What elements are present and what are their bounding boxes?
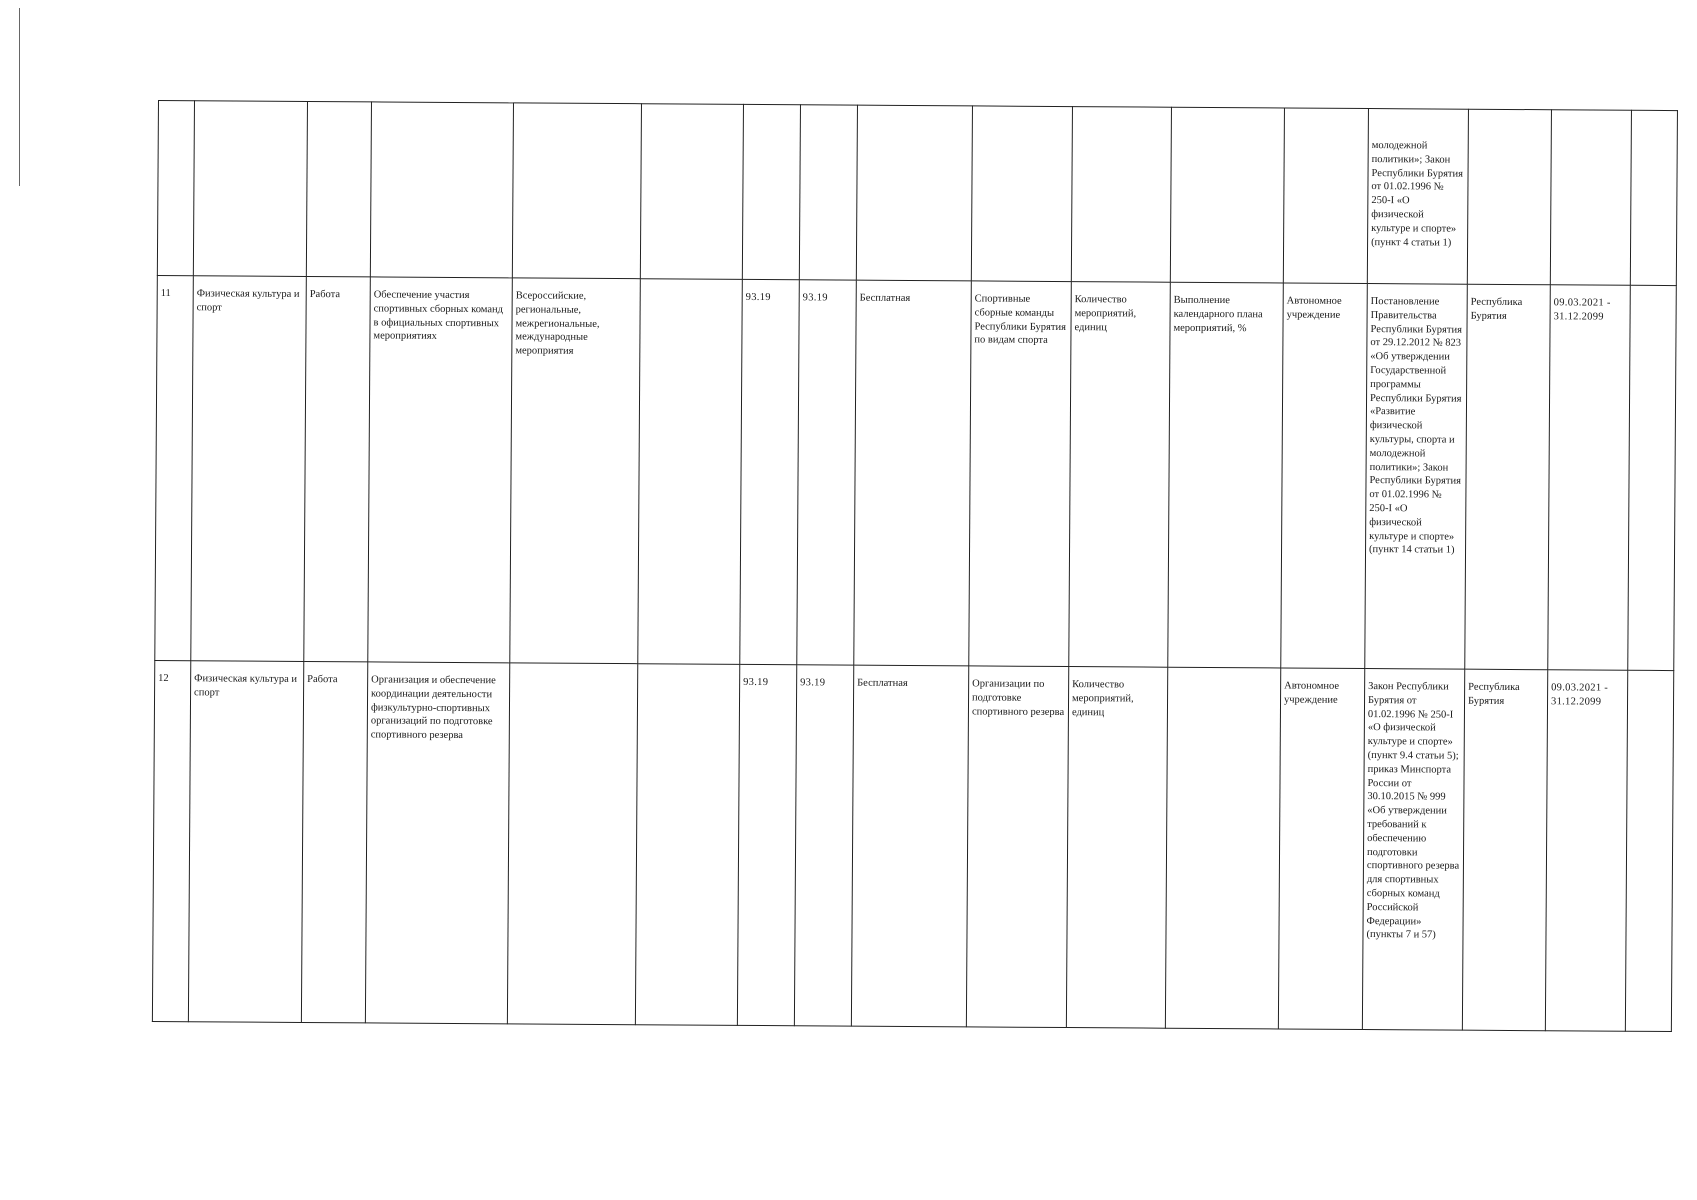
cell-sphere — [193, 101, 307, 277]
scan-edge-mark — [19, 8, 20, 186]
cell-quality — [1165, 667, 1280, 1029]
cell-type: Работа — [304, 276, 371, 661]
cell-extra — [638, 279, 743, 665]
cell-basis: Закон Республики Бурятия от 01.02.1996 № 250-I «О физической культуре и спорте» (пункт 9.4 статьи 5); приказ Минспорта России от 30.10.2015 № 999 «Об утверждении требований к обеспечению подготовки спортивного резерва для спортивных сборных команд Российской Федерации» (пункты 7 и 57) — [1362, 669, 1464, 1031]
cell-owner — [1467, 109, 1551, 285]
cell-code1 — [742, 104, 800, 279]
cell-consumers: Организации по подготовке спортивного резерва — [966, 666, 1068, 1028]
table-row — [152, 660, 1673, 1031]
cell-sphere: Физическая культура и спорт — [191, 276, 307, 662]
cell-num — [157, 101, 194, 276]
cell-content — [512, 103, 641, 279]
cell-name: Организация и обеспечение координации деятельности физкультурно-спортивных организаций по подготовке спортивного резерва — [365, 662, 509, 1024]
cell-empty — [1625, 670, 1673, 1031]
cell-num: 12 — [152, 660, 190, 1021]
cell-institution — [1283, 108, 1368, 284]
cell-consumers: Спортивные сборные команды Республики Бурятия по видам спорта — [969, 281, 1072, 667]
cell-payment: Бесплатная — [854, 280, 972, 666]
cell-consumers — [971, 106, 1072, 282]
cell-content — [507, 663, 637, 1025]
cell-code2: 93.19 — [794, 665, 853, 1026]
cell-owner: Республика Бурятия — [1465, 284, 1551, 670]
cell-volume: Количество мероприятий, единиц — [1069, 282, 1171, 668]
cell-code2: 93.19 — [797, 280, 857, 665]
cell-extra — [635, 664, 739, 1026]
cell-extra — [640, 104, 743, 280]
cell-name: Обеспечение участия спортивных сборных команд в официальных спортивных мероприятиях — [368, 277, 513, 663]
cell-quality — [1170, 107, 1284, 283]
cell-type: Работа — [301, 661, 367, 1022]
cell-sphere: Физическая культура и спорт — [188, 661, 303, 1023]
cell-empty — [1630, 110, 1677, 285]
cell-owner: Республика Бурятия — [1462, 669, 1547, 1031]
cell-code1: 93.19 — [737, 664, 796, 1025]
cell-num: 11 — [155, 275, 194, 660]
cell-basis: Постановление Правительства Республики Бурятия от 29.12.2012 № 823 «Об утверждении Государственной программы Республики Бурятия «Развитие физической культуры, спорта и молодежной политики»; Закон Республики Бурятия от 01.02.1996 № 250-I «О физической культуре и спорте» (пункт 14 статьи 1) — [1365, 284, 1468, 670]
cell-period: 09.03.2021 - 31.12.2099 — [1548, 285, 1631, 671]
cell-code2 — [799, 105, 857, 280]
services-table — [152, 100, 1678, 1032]
table-row — [155, 275, 1677, 670]
cell-volume: Количество мероприятий, единиц — [1066, 667, 1167, 1029]
cell-code1: 93.19 — [740, 279, 800, 664]
cell-basis: молодежной политики»; Закон Республики Бурятия от 01.02.1996 № 250-I «О физической культуре и спорте» (пункт 4 статьи 1) — [1367, 109, 1468, 285]
cell-name — [370, 102, 513, 278]
cell-institution: Автономное учреждение — [1278, 668, 1364, 1030]
cell-period — [1550, 110, 1631, 286]
cell-volume — [1071, 107, 1171, 283]
cell-payment: Бесплатная — [851, 665, 968, 1027]
cell-type — [306, 101, 371, 276]
cell-period: 09.03.2021 - 31.12.2099 — [1545, 670, 1627, 1032]
cell-empty — [1628, 285, 1677, 670]
table-row — [157, 101, 1677, 286]
cell-payment — [856, 105, 972, 281]
cell-quality: Выполнение календарного плана мероприятий, % — [1168, 282, 1284, 668]
cell-institution: Автономное учреждение — [1281, 283, 1368, 669]
cell-content: Всероссийские, региональные, межрегиональные, международные мероприятия — [510, 278, 641, 664]
